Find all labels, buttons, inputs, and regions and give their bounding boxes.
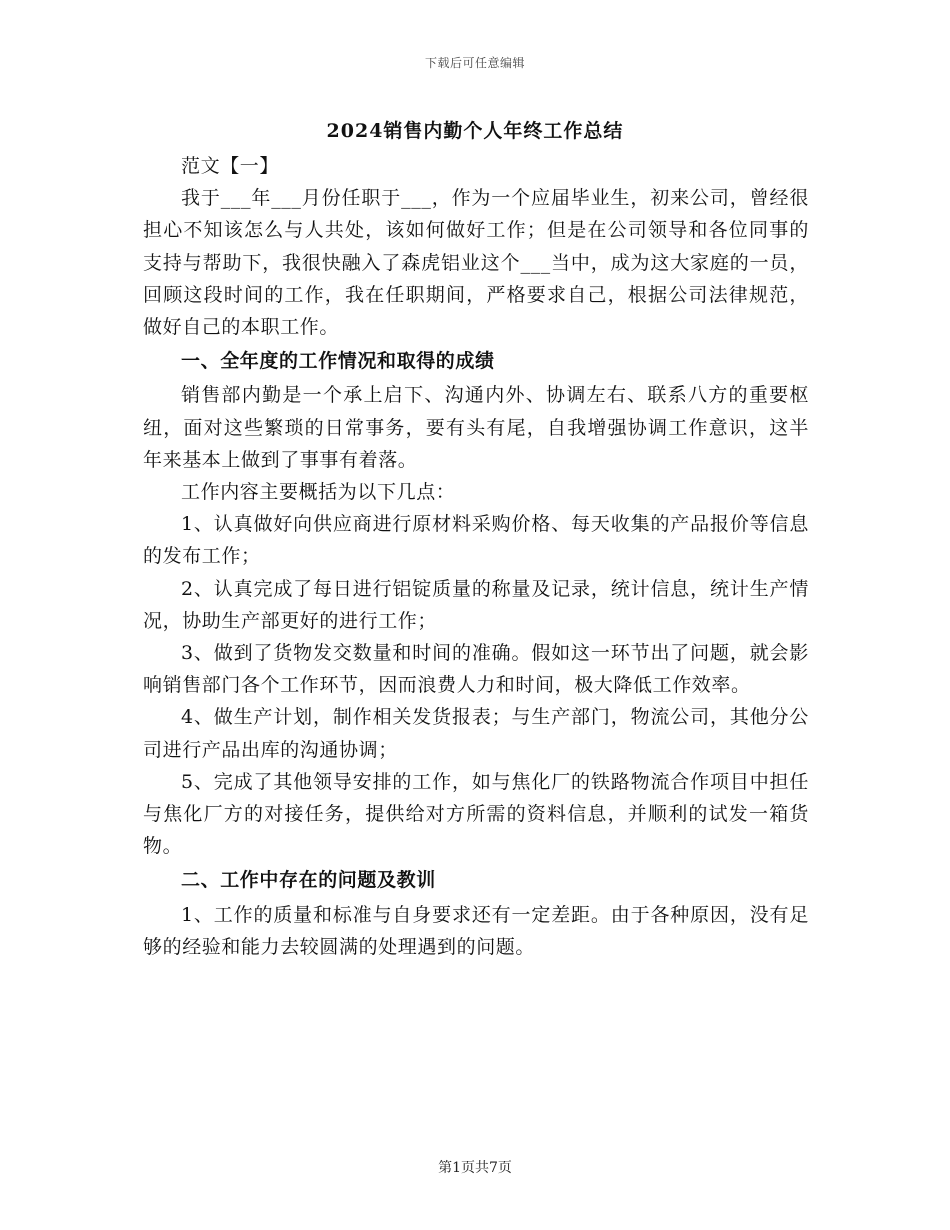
page-footer-pagination: 第1页共7页 — [438, 1160, 512, 1176]
section-heading-2: 二、工作中存在的问题及教训 — [181, 869, 436, 892]
problem-item-1: 1、工作的质量和标准与自身要求还有一定差距。由于各种原因，没有足够的经验和能力去较圆满的处理遇到的问题。 — [143, 903, 809, 958]
list-item-4: 4、做生产计划，制作相关发货报表；与生产部门，物流公司，其他分公司进行产品出库的沟通协调； — [143, 706, 809, 761]
list-item-3: 3、做到了货物发交数量和时间的准确。假如这一环节出了问题，就会影响销售部门各个工作环节，因而浪费人力和时间，极大降低工作效率。 — [143, 642, 809, 697]
list-item-2: 2、认真完成了每日进行铝锭质量的称量及记录，统计信息，统计生产情况，协助生产部更好的进行工作； — [143, 577, 809, 632]
document-title: 2024销售内勤个人年终工作总结 — [326, 120, 624, 142]
document-body — [143, 150, 809, 963]
paragraph-sample-label: 范文【一】 — [181, 155, 280, 177]
paragraph-role: 销售部内勤是一个承上启下、沟通内外、协调左右、联系八方的重要枢纽，面对这些繁琐的日常事务，要有头有尾，自我增强协调工作意识，这半年来基本上做到了事事有着落。 — [143, 384, 809, 471]
section-heading-1: 一、全年度的工作情况和取得的成绩 — [181, 350, 495, 373]
paragraph-intro: 我于___年___月份任职于___，作为一个应届毕业生，初来公司，曾经很担心不知该怎么与人共处，该如何做好工作；但是在公司领导和各位同事的支持与帮助下，我很快融入了森虎铝业这个___当中，成为这大家庭的一员，回顾这段时间的工作，我在任职期间，严格要求自己，根据公司法律规范，做好自己的本职工作。 — [143, 187, 809, 339]
list-item-5: 5、完成了其他领导安排的工作，如与焦化厂的铁路物流合作项目中担任与焦化厂方的对接任务，提供给对方所需的资料信息，并顺利的试发一箱货物。 — [143, 770, 809, 858]
paragraph-summary-lead: 工作内容主要概括为以下几点： — [181, 481, 456, 504]
list-item-1: 1、认真做好向供应商进行原材料采购价格、每天收集的产品报价等信息的发布工作； — [143, 513, 809, 568]
page-header-note: 下载后可任意编辑 — [424, 56, 525, 70]
